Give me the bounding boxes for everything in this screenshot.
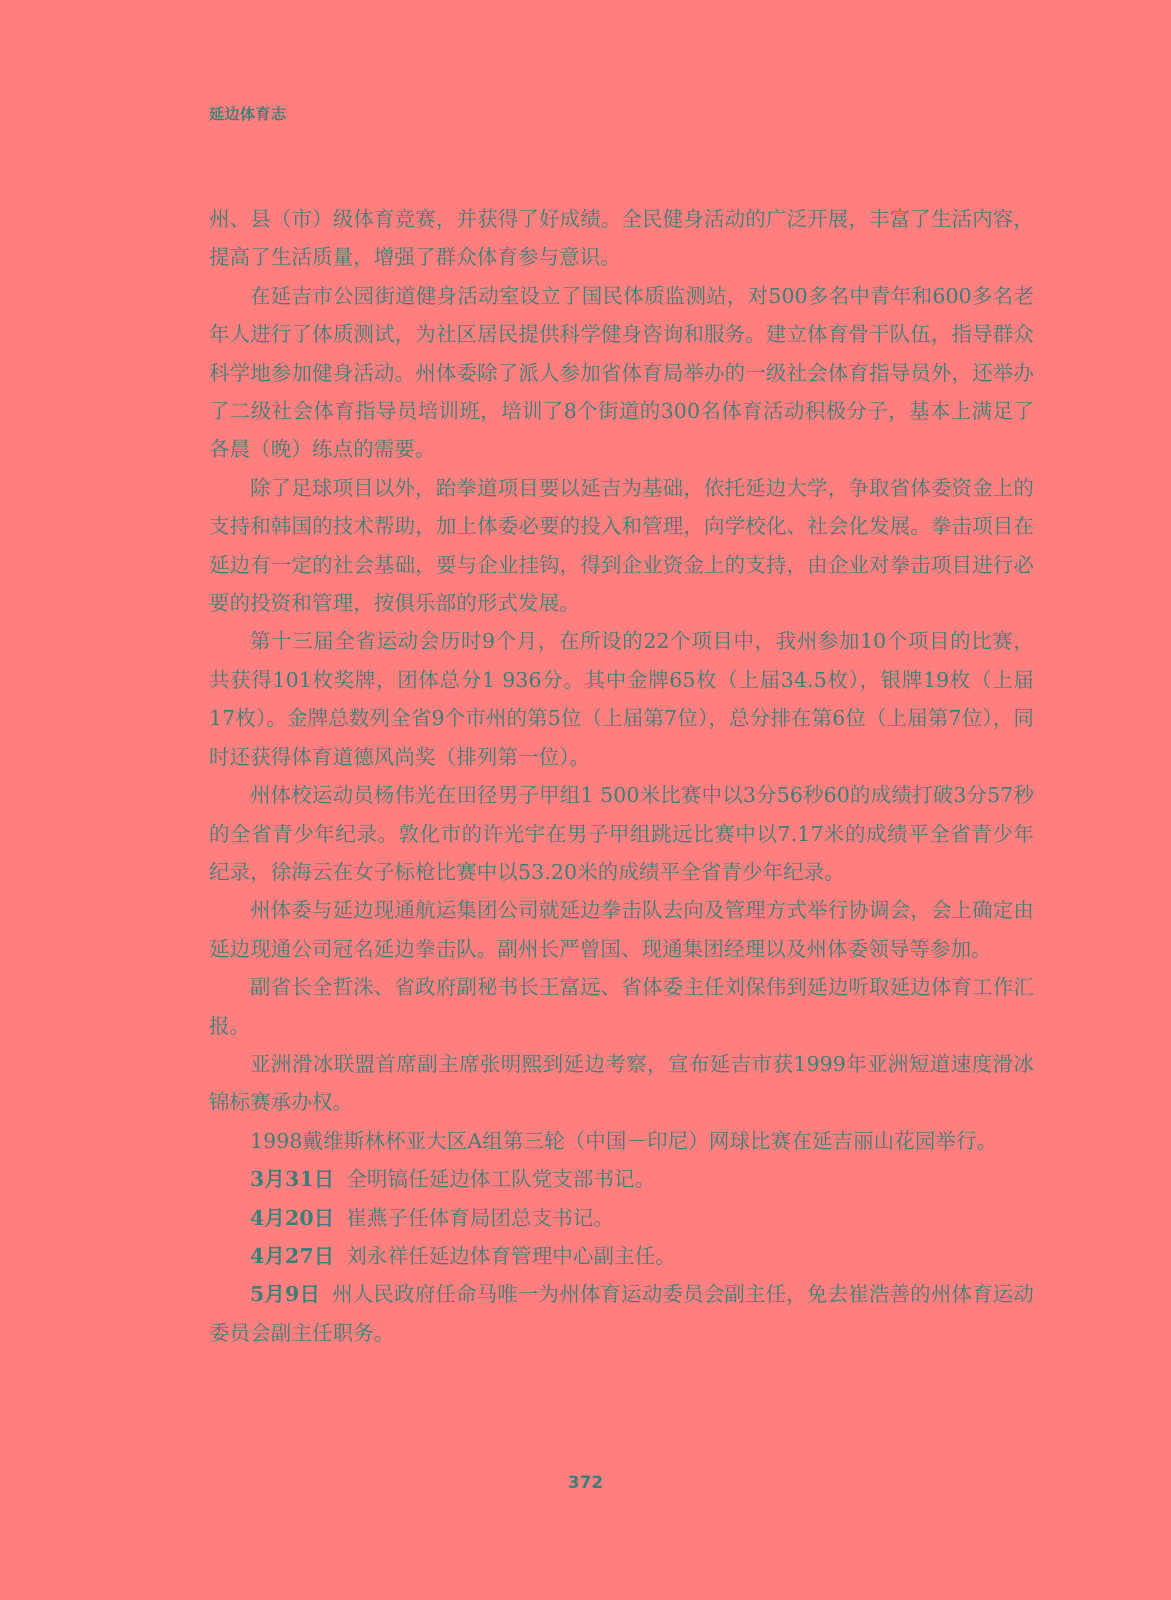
paragraph: 在延吉市公园街道健身活动室设立了国民体质监测站，对500多名中青年和600多名老年人进行了体质测试，为社区居民提供科学健身咨询和服务。建立体育骨干队伍，指导群众科学地参加健身活动。州体委除了派人参加省体育局举办的一级社会体育指导员外，还举办了二级社会体育指导员培训班，培训了8个街道的300名体育活动积极分子，基本上满足了各晨（晚）练点的需要。 bbox=[209, 283, 1034, 462]
paragraph: 州体委与延边现通航运集团公司就延边拳击队去向及管理方式举行协调会，会上确定由延边现通公司冠名延边拳击队。副州长严曾国、现通集团经理以及州体委领导等参加。 bbox=[209, 898, 1034, 961]
entry-text: 崔燕子任体育局团总支书记。 bbox=[346, 1205, 615, 1230]
dated-entry bbox=[209, 1199, 1034, 1237]
entry-date: 3月31日 bbox=[250, 1167, 335, 1192]
paragraph: 1998戴维斯林杯亚大区A组第三轮（中国－印尼）网球比赛在延吉丽山花园举行。 bbox=[250, 1128, 998, 1153]
dated-entry bbox=[209, 1275, 1034, 1352]
entry-text: 全明镐任延边体工队党支部书记。 bbox=[346, 1167, 656, 1192]
entry-date: 4月20日 bbox=[250, 1205, 335, 1230]
paragraph: 州、县（市）级体育竞赛，并获得了好成绩。全民健身活动的广泛开展，丰富了生活内容，提高了生活质量，增强了群众体育参与意识。 bbox=[209, 207, 1034, 270]
page-number: 372 bbox=[567, 1473, 604, 1493]
paragraph: 副省长全哲洙、省政府副秘书长王富远、省体委主任刘保伟到延边听取延边体育工作汇报。 bbox=[209, 975, 1034, 1038]
entry-date: 5月9日 bbox=[250, 1282, 321, 1307]
dated-entry bbox=[209, 1160, 1034, 1198]
dated-entry bbox=[209, 1237, 1034, 1275]
entry-date: 4月27日 bbox=[250, 1243, 335, 1268]
running-head-title: 延边体育志 bbox=[209, 105, 287, 123]
paragraph: 除了足球项目以外，跆拳道项目要以延吉为基础，依托延边大学，争取省体委资金上的支持和韩国的技术帮助，加上体委必要的投入和管理，向学校化、社会化发展。拳击项目在延边有一定的社会基础，要与企业挂钩，得到企业资金上的支持，由企业对拳击项目进行必要的投资和管理，按俱乐部的形式发展。 bbox=[209, 475, 1034, 616]
body-text bbox=[209, 200, 1034, 1352]
paragraph: 亚洲滑冰联盟首席副主席张明熙到延边考察，宣布延吉市获1999年亚洲短道速度滑冰锦标赛承办权。 bbox=[209, 1051, 1034, 1115]
entry-text: 州人民政府任命马唯一为州体育运动委员会副主任，免去崔浩善的州体育运动委员会副主任职务。 bbox=[209, 1282, 1034, 1345]
entry-text: 刘永祥任延边体育管理中心副主任。 bbox=[346, 1243, 676, 1268]
paragraph: 第十三届全省运动会历时9个月，在所设的22个项目中，我州参加10个项目的比赛，共获得101枚奖牌，团体总分1 936分。其中金牌65枚（上届34.5枚），银牌19枚（上届17枚）。金牌总数列全省9个市州的第5位（上届第7位），总分排在第6位（上届第7位），同时还获得体育道德风尚奖（排列第一位）。 bbox=[209, 629, 1034, 769]
paragraph: 州体校运动员杨伟光在田径男子甲组1 500米比赛中以3分56秒60的成绩打破3分57秒的全省青少年纪录。敦化市的许光宇在男子甲组跳远比赛中以7.17米的成绩平全省青少年纪录，徐海云在女子标枪比赛中以53.20米的成绩平全省青少年纪录。 bbox=[209, 783, 1034, 884]
